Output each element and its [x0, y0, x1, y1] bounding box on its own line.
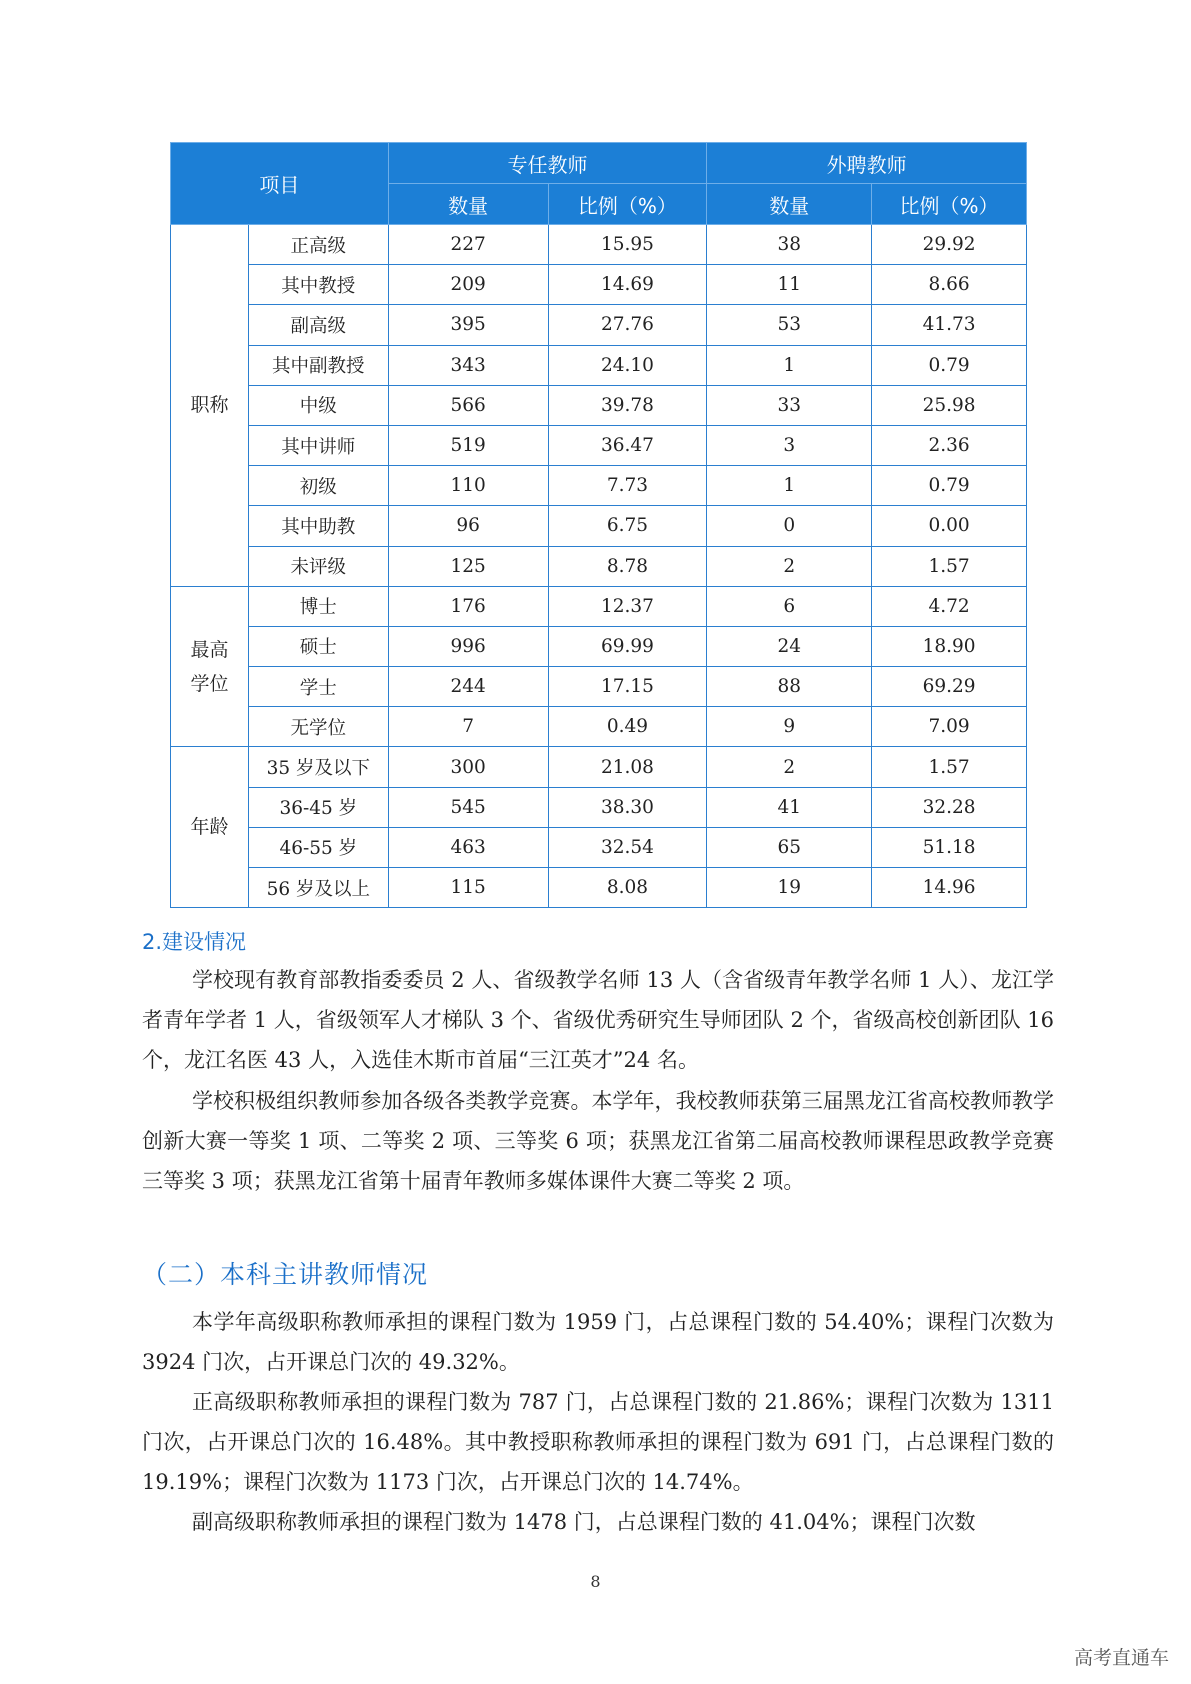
- table-row: [171, 586, 1027, 626]
- cell-n1: 125: [388, 546, 548, 586]
- paragraph-build-2: 学校积极组织教师参加各级各类教学竞赛。本学年，我校教师获第三届黑龙江省高校教师教学创新大赛一等奖 1 项、二等奖 2 项、三等奖 6 项；获黑龙江省第二届高校教师课程思政教学竞赛三等奖 3 项；获黑龙江省第十届青年教师多媒体课件大赛二等奖 2 项。: [142, 1089, 1054, 1193]
- cell-item: 无学位: [248, 707, 388, 747]
- cell-p1: 12.37: [548, 586, 707, 626]
- cell-n1: 244: [388, 667, 548, 707]
- cell-n1: 463: [388, 827, 548, 867]
- cell-p2: 8.66: [872, 265, 1027, 305]
- cell-item: 46-55 岁: [248, 827, 388, 867]
- cell-p2: 41.73: [872, 305, 1027, 345]
- cell-p1: 8.78: [548, 546, 707, 586]
- cell-p1: 14.69: [548, 265, 707, 305]
- table-row: [171, 667, 1027, 707]
- group-label-line: 学位: [190, 672, 229, 695]
- table-body: [171, 225, 1027, 908]
- header-fulltime: 专任教师: [388, 143, 707, 184]
- cell-p1: 32.54: [548, 827, 707, 867]
- cell-n2: 2: [707, 546, 872, 586]
- cell-p1: 7.73: [548, 466, 707, 506]
- header-ratio-external: 比例（%）: [872, 184, 1027, 225]
- cell-n1: 176: [388, 586, 548, 626]
- section-heading: （二）本科主讲教师情况: [142, 1260, 429, 1289]
- table-row: [171, 626, 1027, 666]
- header-ratio-fulltime: 比例（%）: [548, 184, 707, 225]
- cell-p1: 24.10: [548, 345, 707, 385]
- teacher-stats-table: [170, 142, 1027, 908]
- cell-item: 学士: [248, 667, 388, 707]
- cell-p2: 7.09: [872, 707, 1027, 747]
- group-label: 年龄: [171, 747, 249, 908]
- paragraph-main-3: 副高级职称教师承担的课程门数为 1478 门，占总课程门数的 41.04%；课程门次数: [192, 1510, 976, 1534]
- cell-p2: 1.57: [872, 546, 1027, 586]
- cell-p1: 39.78: [548, 385, 707, 425]
- cell-n2: 88: [707, 667, 872, 707]
- group-label-line: 最高: [190, 638, 229, 661]
- table-row: [171, 425, 1027, 465]
- cell-p2: 2.36: [872, 425, 1027, 465]
- cell-n2: 3: [707, 425, 872, 465]
- cell-item: 36-45 岁: [248, 787, 388, 827]
- table-row: [171, 506, 1027, 546]
- cell-p2: 18.90: [872, 626, 1027, 666]
- cell-n2: 1: [707, 345, 872, 385]
- cell-p2: 0.00: [872, 506, 1027, 546]
- table-row: [171, 747, 1027, 787]
- cell-p2: 25.98: [872, 385, 1027, 425]
- table-row: [171, 827, 1027, 867]
- cell-item: 其中副教授: [248, 345, 388, 385]
- cell-item: 硕士: [248, 626, 388, 666]
- table-row: [171, 868, 1027, 908]
- group-label: [171, 586, 249, 747]
- cell-n1: 519: [388, 425, 548, 465]
- cell-item: 正高级: [248, 225, 388, 265]
- table-row: [171, 345, 1027, 385]
- cell-p1: 15.95: [548, 225, 707, 265]
- cell-p1: 6.75: [548, 506, 707, 546]
- cell-n2: 38: [707, 225, 872, 265]
- cell-n1: 110: [388, 466, 548, 506]
- cell-n1: 343: [388, 345, 548, 385]
- cell-item: 副高级: [248, 305, 388, 345]
- cell-p2: 32.28: [872, 787, 1027, 827]
- cell-p2: 69.29: [872, 667, 1027, 707]
- cell-n2: 9: [707, 707, 872, 747]
- cell-n1: 566: [388, 385, 548, 425]
- cell-n1: 395: [388, 305, 548, 345]
- table-row: [171, 385, 1027, 425]
- cell-n1: 7: [388, 707, 548, 747]
- cell-p1: 38.30: [548, 787, 707, 827]
- cell-n2: 53: [707, 305, 872, 345]
- cell-n1: 115: [388, 868, 548, 908]
- cell-p2: 4.72: [872, 586, 1027, 626]
- cell-item: 其中教授: [248, 265, 388, 305]
- cell-item: 未评级: [248, 546, 388, 586]
- table-row: [171, 225, 1027, 265]
- cell-n2: 0: [707, 506, 872, 546]
- cell-p1: 27.76: [548, 305, 707, 345]
- table-header: [171, 143, 1027, 225]
- table-row: [171, 787, 1027, 827]
- cell-n2: 65: [707, 827, 872, 867]
- table-row: [171, 707, 1027, 747]
- cell-p1: 21.08: [548, 747, 707, 787]
- cell-item: 博士: [248, 586, 388, 626]
- header-count-fulltime: 数量: [388, 184, 548, 225]
- cell-n2: 24: [707, 626, 872, 666]
- page-number: 8: [590, 1572, 601, 1591]
- paragraph-main-1: 本学年高级职称教师承担的课程门数为 1959 门，占总课程门数的 54.40%；课程门次数为 3924 门次，占开课总门次的 49.32%。: [142, 1310, 1054, 1374]
- cell-item: 35 岁及以下: [248, 747, 388, 787]
- cell-p2: 14.96: [872, 868, 1027, 908]
- cell-n2: 2: [707, 747, 872, 787]
- cell-item: 中级: [248, 385, 388, 425]
- cell-n2: 11: [707, 265, 872, 305]
- subsection-heading: 2.建设情况: [142, 930, 247, 954]
- header-item: 项目: [171, 143, 389, 225]
- paragraph-main-2: 正高级职称教师承担的课程门数为 787 门，占总课程门数的 21.86%；课程门次数为 1311 门次，占开课总门次的 16.48%。其中教授职称教师承担的课程门数为 691 门，占总课程门数的 19.19%；课程门次数为 1173 门次，占开课总门次的 14.74%。: [142, 1390, 1054, 1494]
- cell-p1: 36.47: [548, 425, 707, 465]
- cell-n2: 33: [707, 385, 872, 425]
- cell-p2: 0.79: [872, 345, 1027, 385]
- cell-p2: 0.79: [872, 466, 1027, 506]
- cell-n1: 227: [388, 225, 548, 265]
- cell-n1: 209: [388, 265, 548, 305]
- cell-p2: 51.18: [872, 827, 1027, 867]
- header-external: 外聘教师: [707, 143, 1027, 184]
- cell-n2: 41: [707, 787, 872, 827]
- cell-p1: 69.99: [548, 626, 707, 666]
- cell-n1: 300: [388, 747, 548, 787]
- cell-item: 其中讲师: [248, 425, 388, 465]
- cell-item: 其中助教: [248, 506, 388, 546]
- cell-item: 初级: [248, 466, 388, 506]
- table-row: [171, 546, 1027, 586]
- cell-p1: 0.49: [548, 707, 707, 747]
- table-row: [171, 466, 1027, 506]
- cell-n1: 545: [388, 787, 548, 827]
- paragraph-build-1: 学校现有教育部教指委委员 2 人、省级教学名师 13 人（含省级青年教学名师 1 人）、龙江学者青年学者 1 人，省级领军人才梯队 3 个、省级优秀研究生导师团队 2 个，省级高校创新团队 16 个，龙江名医 43 人，入选佳木斯市首届“三江英才”24 名。: [142, 968, 1054, 1072]
- cell-item: 56 岁及以上: [248, 868, 388, 908]
- cell-p1: 17.15: [548, 667, 707, 707]
- group-label: 职称: [171, 225, 249, 587]
- cell-n2: 1: [707, 466, 872, 506]
- cell-n1: 96: [388, 506, 548, 546]
- cell-p2: 1.57: [872, 747, 1027, 787]
- cell-p1: 8.08: [548, 868, 707, 908]
- cell-n2: 6: [707, 586, 872, 626]
- watermark: 高考直通车: [1073, 1647, 1169, 1669]
- table-row: [171, 305, 1027, 345]
- header-count-external: 数量: [707, 184, 872, 225]
- cell-n2: 19: [707, 868, 872, 908]
- cell-p2: 29.92: [872, 225, 1027, 265]
- cell-n1: 996: [388, 626, 548, 666]
- table-row: [171, 265, 1027, 305]
